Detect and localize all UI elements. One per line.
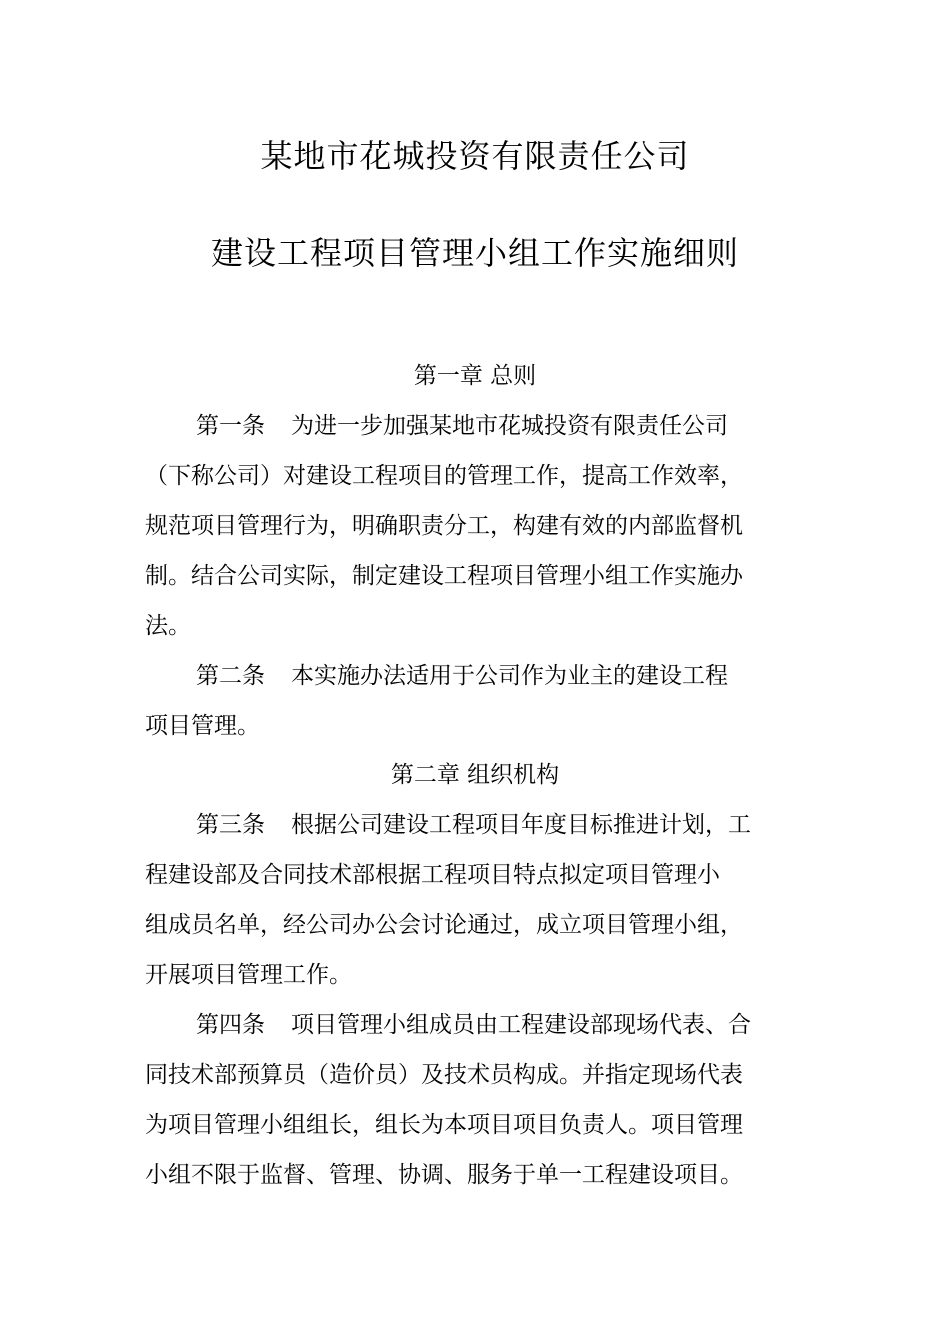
- article-4-text-1: 项目管理小组成员由工程建设部现场代表、合: [291, 1012, 751, 1038]
- article-4-line-3: 为项目管理小组组长，组长为本项目项目负责人。项目管理: [145, 1112, 743, 1138]
- document-title-line-1: 某地市花城投资有限责任公司: [260, 137, 690, 175]
- article-3-label: 第三条: [196, 812, 265, 838]
- article-1-line-4: 制。结合公司实际，制定建设工程项目管理小组工作实施办: [145, 563, 743, 589]
- article-3-line-2: 程建设部及合同技术部根据工程项目特点拟定项目管理小: [145, 862, 720, 888]
- chapter-2-heading: 第二章 组织机构: [390, 762, 560, 788]
- article-1-label: 第一条: [196, 413, 265, 439]
- article-2-line-1: [196, 661, 864, 691]
- article-3-line-1: [196, 810, 864, 840]
- chapter-1-heading: 第一章 总则: [413, 363, 537, 389]
- article-1-line-1: [196, 411, 864, 441]
- document-title-line-2: 建设工程项目管理小组工作实施细则: [210, 234, 739, 272]
- article-1-line-5: 法。: [145, 613, 191, 639]
- article-2-label: 第二条: [196, 663, 265, 689]
- article-3-text-1: 根据公司建设工程项目年度目标推进计划，工: [291, 812, 751, 838]
- article-4-line-1: [196, 1010, 864, 1040]
- article-1-line-2: （下称公司）对建设工程项目的管理工作，提高工作效率，: [145, 463, 743, 489]
- article-2-line-2: 项目管理。: [145, 713, 260, 739]
- article-4-label: 第四条: [196, 1012, 265, 1038]
- article-2-text-1: 本实施办法适用于公司作为业主的建设工程: [291, 663, 728, 689]
- article-4-line-2: 同技术部预算员（造价员）及技术员构成。并指定现场代表: [145, 1062, 743, 1088]
- article-3-line-4: 开展项目管理工作。: [145, 962, 352, 988]
- article-1-text-1: 为进一步加强某地市花城投资有限责任公司: [291, 413, 728, 439]
- article-3-line-3: 组成员名单，经公司办公会讨论通过，成立项目管理小组，: [145, 912, 743, 938]
- article-1-line-3: 规范项目管理行为，明确职责分工，构建有效的内部监督机: [145, 513, 743, 539]
- article-4-line-4: 小组不限于监督、管理、协调、服务于单一工程建设项目。: [145, 1162, 743, 1188]
